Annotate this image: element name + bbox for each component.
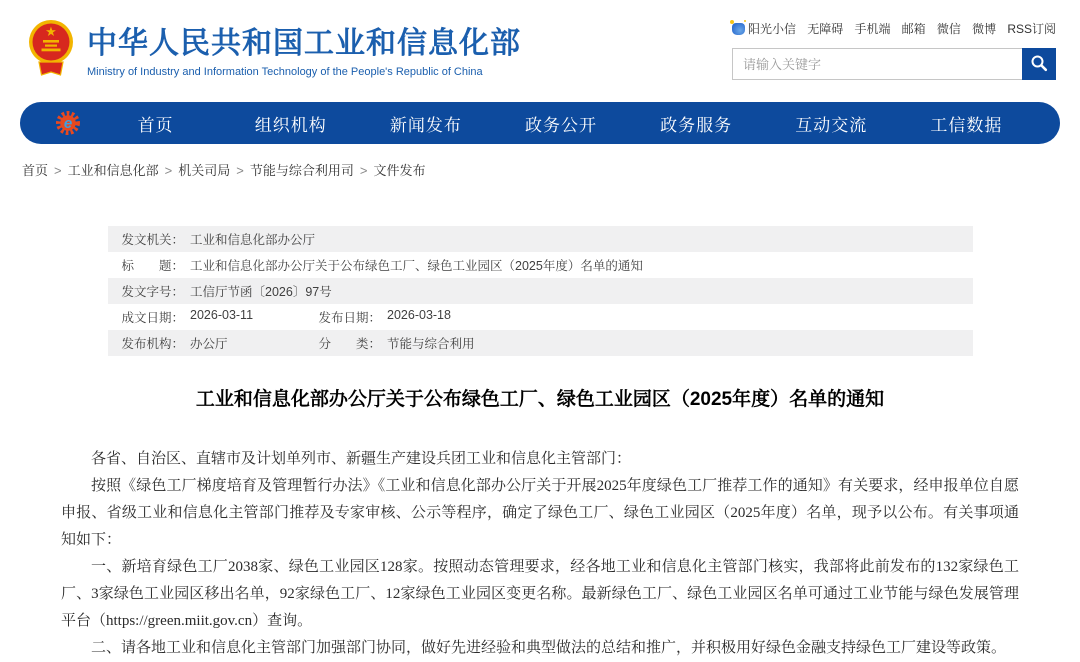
- body-paragraph: 按照《绿色工厂梯度培育及管理暂行办法》《工业和信息化部办公厅关于开展2025年度绿色工厂推荐工作的通知》有关要求，经申报单位自愿申报、省级工业和信息化主管部门推荐及专家审核、公示等程序，确定了绿色工厂、绿色工业园区（2025年度）名单，现予以公布。有关事项通知如下：: [61, 478, 1019, 548]
- breadcrumb-separator: >: [54, 163, 62, 178]
- meta-value: 工业和信息化部办公厅关于公布绿色工厂、绿色工业园区（2025年度）名单的通知: [190, 259, 643, 273]
- nav-item[interactable]: 互动交流: [795, 115, 868, 135]
- top-link-label: 微信: [936, 22, 961, 36]
- meta-table-row: [108, 226, 973, 252]
- top-link[interactable]: [854, 20, 890, 37]
- document-body: [61, 446, 1019, 662]
- sunshine-bot-icon: [732, 23, 745, 35]
- meta-table-cell: [122, 334, 319, 352]
- top-link[interactable]: [902, 20, 926, 37]
- search-bar: [732, 48, 1056, 80]
- nav-item[interactable]: 政务公开: [524, 115, 597, 135]
- meta-value: 办公厅: [190, 337, 228, 351]
- meta-table-cell: [319, 308, 451, 326]
- svg-text:★: ★: [45, 24, 57, 39]
- meta-table-cell: [319, 334, 475, 352]
- meta-table-row: [108, 252, 973, 278]
- meta-table-cell: [122, 282, 332, 300]
- search-button[interactable]: [1022, 48, 1056, 80]
- meta-label: 标 题：: [121, 259, 185, 273]
- meta-table-cell: [122, 308, 319, 326]
- meta-label: 发布日期：: [318, 311, 382, 325]
- top-link-label: 邮箱: [901, 22, 926, 36]
- top-link[interactable]: [1007, 20, 1056, 37]
- meta-value: 工信厅节函〔2026〕97号: [190, 285, 332, 299]
- meta-label: 发布机构：: [121, 337, 185, 351]
- site-header: [0, 0, 1080, 96]
- breadcrumb-item[interactable]: 首页: [22, 163, 49, 178]
- document-page: [0, 226, 1080, 662]
- meta-value: 工业和信息化部办公厅: [190, 233, 316, 247]
- national-emblem-icon: [28, 16, 74, 87]
- top-link-label: RSS订阅: [1007, 22, 1056, 36]
- header-right: [732, 16, 1056, 80]
- site-brand[interactable]: [28, 16, 521, 87]
- breadcrumb-item[interactable]: 节能与综合利用司: [249, 163, 354, 178]
- meta-label: 分 类：: [318, 337, 382, 351]
- breadcrumb-item[interactable]: 机关司局: [178, 163, 231, 178]
- meta-label: 发文字号：: [121, 285, 185, 299]
- breadcrumb-separator: >: [164, 163, 173, 178]
- top-link[interactable]: [972, 20, 996, 37]
- meta-label: 发文机关：: [121, 233, 185, 247]
- top-link-label: 手机端: [854, 22, 891, 36]
- top-link[interactable]: [807, 20, 843, 37]
- breadcrumb-separator: >: [359, 163, 368, 178]
- nav-item[interactable]: 工信数据: [930, 115, 1003, 135]
- document-title: 工业和信息化部办公厅关于公布绿色工厂、绿色工业园区（2025年度）名单的通知: [195, 389, 885, 410]
- breadcrumb: [22, 160, 1080, 179]
- meta-table-row: [108, 304, 973, 330]
- miit-gear-logo-icon[interactable]: [54, 109, 82, 137]
- body-paragraph: 二、请各地工业和信息化主管部门加强部门协同，做好先进经验和典型做法的总结和推广，并积极用好绿色金融支持绿色工厂建设等政策。: [91, 640, 1007, 656]
- main-nav-items: [88, 111, 1034, 136]
- nav-item[interactable]: 首页: [137, 115, 174, 135]
- svg-text:e: e: [63, 115, 73, 132]
- top-link[interactable]: [732, 20, 796, 37]
- nav-item[interactable]: 新闻发布: [389, 115, 462, 135]
- meta-table-row: [108, 330, 973, 356]
- breadcrumb-item[interactable]: 工业和信息化部: [67, 163, 159, 178]
- meta-table-cell: [122, 256, 643, 274]
- top-link[interactable]: [937, 20, 961, 37]
- meta-value: 2026-03-18: [387, 308, 451, 322]
- meta-value: 2026-03-11: [190, 308, 254, 322]
- main-nav: [20, 102, 1060, 144]
- search-input[interactable]: [732, 48, 1022, 80]
- meta-table: [108, 226, 973, 356]
- top-link-label: 无障碍: [807, 22, 844, 36]
- search-icon: [1030, 54, 1048, 75]
- top-link-label: 阳光小信: [748, 22, 797, 36]
- top-link-label: 微博: [972, 22, 997, 36]
- body-paragraph: 一、新培育绿色工厂2038家、绿色工业园区128家。按照动态管理要求，经各地工业和信息化主管部门核实，我部将此前发布的132家绿色工厂、3家绿色工业园区移出名单，92家绿色工厂、12家绿色工业园区变更名称。最新绿色工厂、绿色工业园区名单可通过工业节能与绿色发展管理平台（https://green.miit.gov.cn）查询。: [61, 559, 1019, 629]
- meta-value: 节能与综合利用: [387, 337, 475, 351]
- top-links: [732, 20, 1056, 37]
- breadcrumb-item[interactable]: 文件发布: [373, 163, 426, 178]
- meta-table-cell: [122, 230, 316, 248]
- nav-item[interactable]: 政务服务: [660, 115, 733, 135]
- body-paragraph: 各省、自治区、直辖市及计划单列市、新疆生产建设兵团工业和信息化主管部门：: [91, 451, 632, 467]
- breadcrumb-separator: >: [236, 163, 244, 178]
- nav-item[interactable]: 组织机构: [254, 115, 327, 135]
- meta-table-row: [108, 278, 973, 304]
- site-title: 中华人民共和国工业和信息化部: [87, 27, 521, 60]
- meta-label: 成文日期：: [121, 311, 185, 325]
- site-subtitle-english: Ministry of Industry and Information Technology of the People's Republic of China: [87, 66, 483, 78]
